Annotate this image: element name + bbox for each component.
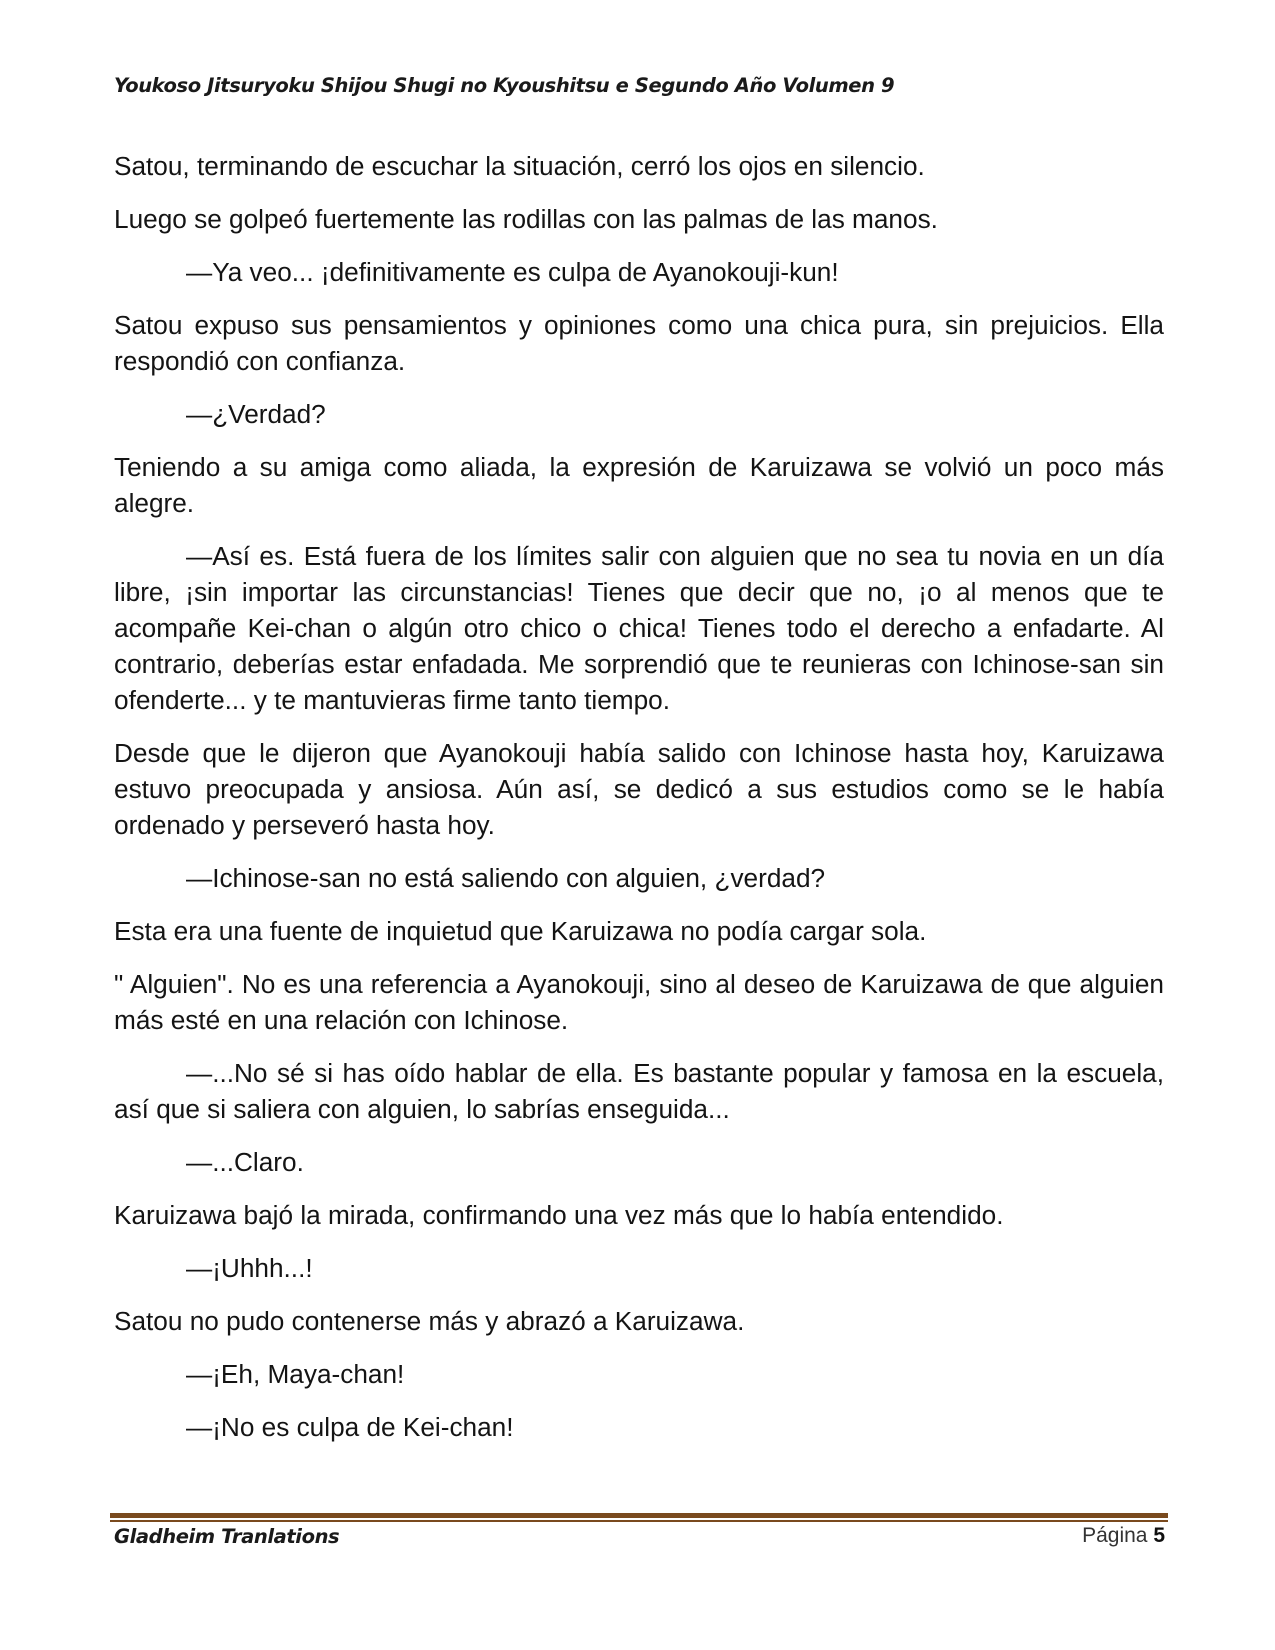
paragraph: Luego se golpeó fuertemente las rodillas con las palmas de las manos. — [114, 204, 938, 234]
paragraph: Satou expuso sus pensamientos y opiniones como una chica pura, sin prejuicios. Ella respondió con confianza. — [114, 310, 1164, 376]
paragraph: Karuizawa bajó la mirada, confirmando una vez más que lo había entendido. — [114, 1200, 1004, 1230]
page-label: Página — [1082, 1524, 1148, 1547]
body-text — [114, 148, 1164, 1462]
dialogue-line: —Ichinose-san no está saliendo con alguien, ¿verdad? — [186, 863, 826, 893]
paragraph: Desde que le dijeron que Ayanokouji había salido con Ichinose hasta hoy, Karuizawa estuvo preocupada y ansiosa. Aún así, se dedicó a sus estudios como se le había ordenado y perseveró hasta hoy. — [114, 738, 1164, 840]
footer-divider-thin — [110, 1520, 1168, 1522]
dialogue-line: —¡Uhhh...! — [186, 1253, 313, 1283]
dialogue-line: —...Claro. — [186, 1147, 304, 1177]
page-header-title: Youkoso Jitsuryoku Shijou Shugi no Kyoushitsu e Segundo Año Volumen 9 — [114, 74, 895, 97]
dialogue-line: —¿Verdad? — [186, 399, 326, 429]
paragraph: " Alguien". No es una referencia a Ayanokouji, sino al deseo de Karuizawa de que alguien más esté en una relación con Ichinose. — [114, 969, 1164, 1035]
dialogue-line: —¡Eh, Maya-chan! — [186, 1359, 405, 1389]
paragraph: Teniendo a su amiga como aliada, la expresión de Karuizawa se volvió un poco más alegre. — [114, 452, 1164, 518]
footer-page-indicator — [1082, 1524, 1165, 1548]
paragraph: Satou no pudo contenerse más y abrazó a Karuizawa. — [114, 1306, 745, 1336]
footer-divider — [110, 1513, 1168, 1523]
paragraph: Esta era una fuente de inquietud que Karuizawa no podía cargar sola. — [114, 916, 927, 946]
paragraph: Satou, terminando de escuchar la situación, cerró los ojos en silencio. — [114, 151, 925, 181]
footer-group-name: Gladheim Tranlations — [114, 1525, 340, 1548]
dialogue-line: —...No sé si has oído hablar de ella. Es bastante popular y famosa en la escuela, así que si saliera con alguien, lo sabrías enseguida... — [114, 1058, 1164, 1124]
dialogue-line: —Así es. Está fuera de los límites salir con alguien que no sea tu novia en un día libre, ¡sin importar las circunstancias! Tienes que decir que no, ¡o al menos que te acompañe Kei-chan o algún otro chico o chica! Tienes todo el derecho a enfadarte. Al contrario, deberías estar enfadada. Me sorprendió que te reunieras con Ichinose-san sin ofenderte... y te mantuvieras firme tanto tiempo. — [114, 541, 1164, 715]
dialogue-line: —Ya veo... ¡definitivamente es culpa de Ayanokouji-kun! — [186, 257, 839, 287]
page-number: 5 — [1153, 1524, 1165, 1547]
footer-divider-thick — [110, 1513, 1168, 1518]
dialogue-line: —¡No es culpa de Kei-chan! — [186, 1412, 514, 1442]
